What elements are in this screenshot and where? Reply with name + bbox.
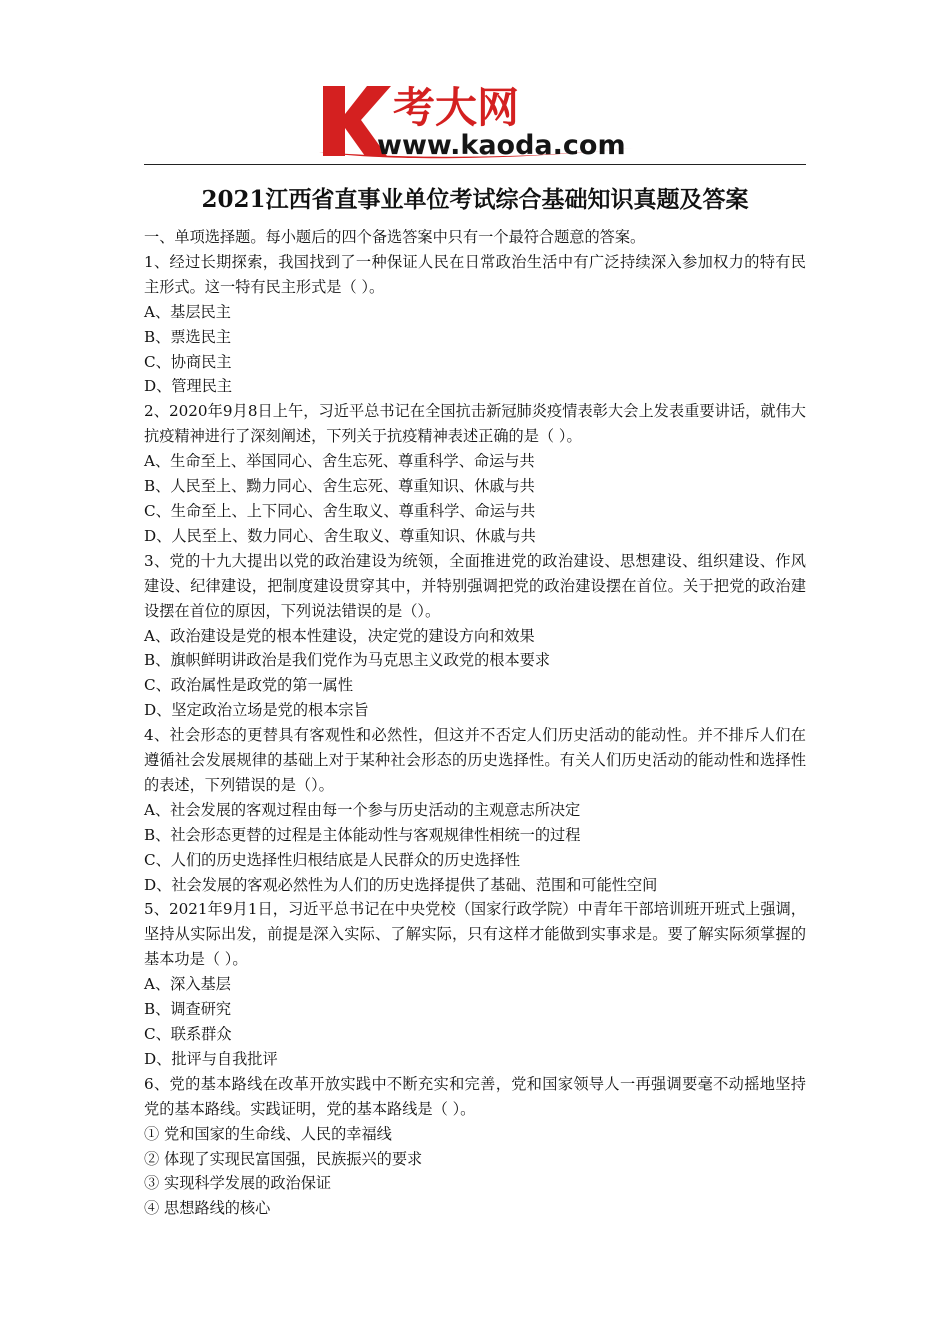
q4-option-a: A、社会发展的客观过程由每一个参与历史活动的主观意志所决定 — [144, 800, 581, 819]
q2-option-d: D、人民至上、数力同心、舍生取义、尊重知识、休戚与共 — [144, 526, 536, 545]
question-2: 2、2020年9月8日上午，习近平总书记在全国抗击新冠肺炎疫情表彰大会上发表重要讲话，就伟大抗疫精神进行了深刻阐述，下列关于抗疫精神表述正确的是（ ）。 — [144, 402, 806, 446]
header-divider — [144, 164, 806, 165]
q6-statement-2: ② 体现了实现民富国强，民族振兴的要求 — [144, 1149, 423, 1168]
q6-statement-4: ④ 思想路线的核心 — [144, 1199, 271, 1218]
q5-option-c: C、联系群众 — [144, 1025, 232, 1043]
kaoda-logo-graphic — [315, 76, 645, 162]
section-heading: 一、单项选择题。每小题后的四个备选答案中只有一个最符合题意的答案。 — [144, 228, 646, 246]
q2-option-a: A、生命至上、举国同心、舍生忘死、尊重科学、命运与共 — [144, 452, 535, 471]
document-body — [144, 225, 806, 1221]
q4-option-b: B、社会形态更替的过程是主体能动性与客观规律性相统一的过程 — [144, 825, 581, 844]
kaoda-logo — [315, 76, 645, 162]
q5-option-b: B、调查研究 — [144, 1000, 232, 1019]
q1-option-c: C、协商民主 — [144, 352, 232, 371]
q6-statement-3: ③ 实现科学发展的政治保证 — [144, 1174, 332, 1193]
q3-option-b: B、旗帜鲜明讲政治是我们党作为马克思主义政党的根本要求 — [144, 651, 551, 670]
question-1: 1、经过长期探索，我国找到了一种保证人民在日常政治生活中有广泛持续深入参加权力的特有民主形式。这一特有民主形式是（ ）。 — [144, 252, 806, 296]
logo-website: www.kaoda.com — [377, 130, 626, 161]
q2-option-b: B、人民至上、黝力同心、舍生忘死、尊重知识、休戚与共 — [144, 477, 535, 496]
q1-option-b: B、票选民主 — [144, 327, 232, 346]
q2-option-c: C、生命至上、上下同心、舍生取义、尊重科学、命运与共 — [144, 501, 536, 520]
q3-option-a: A、政治建设是党的根本性建设，决定党的建设方向和效果 — [144, 626, 535, 645]
logo-chinese-name: 考大网 — [393, 83, 520, 132]
q6-statement-1: ① 党和国家的生命线、人民的幸福线 — [144, 1124, 392, 1143]
q4-option-d: D、社会发展的客观必然性为人们的历史选择提供了基础、范围和可能性空间 — [144, 875, 658, 894]
document-title: 2021江西省直事业单位考试综合基础知识真题及答案 — [201, 186, 749, 213]
question-6: 6、党的基本路线在改革开放实践中不断充实和完善，党和国家领导人一再强调要毫不动摇地坚持党的基本路线。实践证明，党的基本路线是（ ）。 — [144, 1074, 806, 1118]
q3-option-d: D、坚定政治立场是党的根本宗旨 — [144, 701, 369, 720]
question-4: 4、社会形态的更替具有客观性和必然性，但这并不否定人们历史活动的能动性。并不排斥人们在遵循社会发展规律的基础上对于某种社会形态的历史选择性。有关人们历史活动的能动性和选择性的表述，下列错误的是（）。 — [144, 726, 806, 794]
question-3: 3、党的十九大提出以党的政治建设为统领，全面推进党的政治建设、思想建设、组织建设、作风建设、纪律建设，把制度建设贯穿其中，并特别强调把党的政治建设摆在首位。关于把党的政治建设摆在首位的原因，下列说法错误的是（）。 — [144, 551, 806, 620]
q1-option-d: D、管理民主 — [144, 377, 233, 396]
q5-option-a: A、深入基层 — [144, 975, 231, 994]
question-5: 5、2021年9月1日，习近平总书记在中央党校（国家行政学院）中青年干部培训班开班式上强调，坚持从实际出发，前提是深入实际、了解实际，只有这样才能做到实事求是。要了解实际须掌握的基本功是（ ）。 — [144, 900, 806, 969]
q1-option-a: A、基层民主 — [144, 302, 231, 321]
q5-option-d: D、批评与自我批评 — [144, 1049, 278, 1068]
q3-option-c: C、政治属性是政党的第一属性 — [144, 676, 354, 695]
q4-option-c: C、人们的历史选择性归根结底是人民群众的历史选择性 — [144, 850, 521, 869]
